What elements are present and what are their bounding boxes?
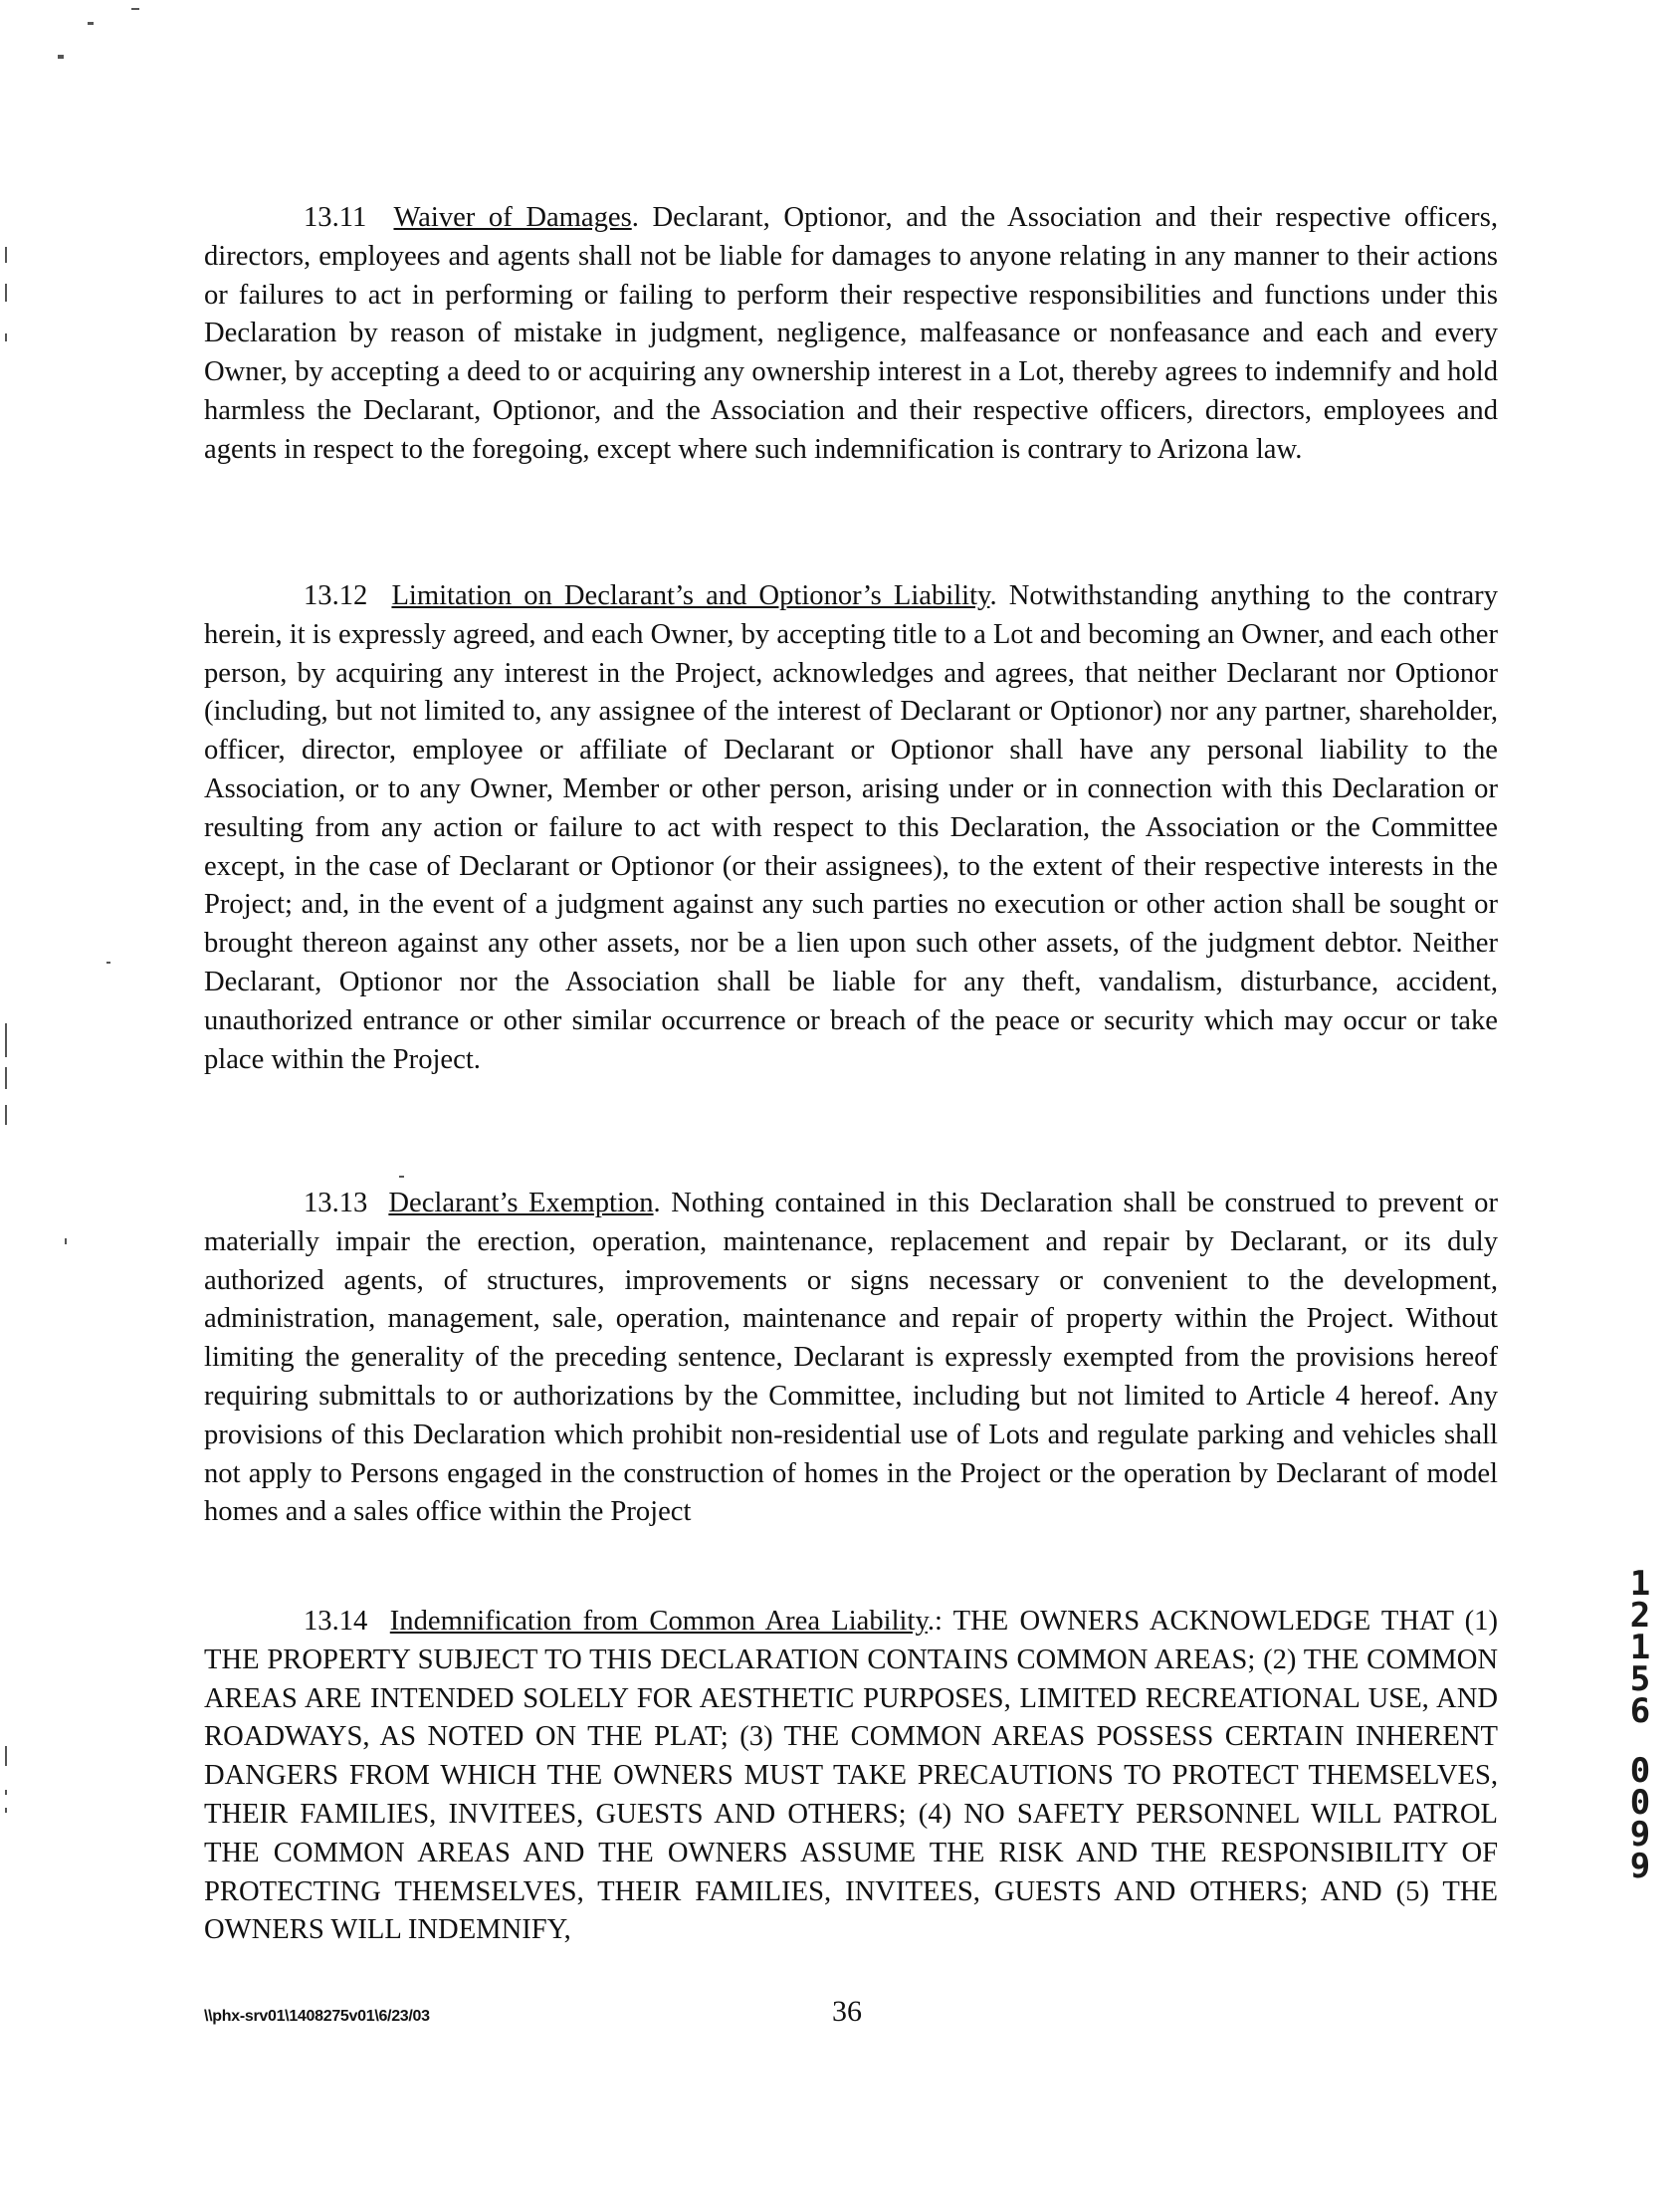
section-heading: Waiver of Damages [393, 202, 632, 233]
margin-bar [5, 284, 7, 302]
stamp-digit: 1 [1629, 1564, 1651, 1604]
page-number: 36 [832, 1995, 862, 2028]
stamp-digit: 0 [1629, 1751, 1651, 1791]
stamp-digit: 9 [1629, 1815, 1651, 1855]
section-13-11 [204, 199, 1498, 470]
heading-punctuation: .: [927, 1606, 943, 1637]
margin-bar [5, 247, 7, 263]
section-number: 13.14 [304, 1606, 368, 1637]
section-body: Nothing contained in this Declaration shall be construed to prevent or materially impair the erection, operation, maintenance, replacement and repair by Declarant, or its duly authorized agents, of structures, improvements or signs necessary or convenient to the development, administration, management, sale, operation, maintenance and repair of property within the Project. Without limiting the generality of the preceding sentence, Declarant is expressly exempted from the provisions hereof requiring submittals to or authorizations by the Committee, including but not limited to Article 4 hereof. Any provisions of this Declaration which prohibit non-residential use of Lots and regulate parking and vehicles shall not apply to Persons engaged in the construction of homes in the Project or the operation by Declarant of model homes and a sales office within the Project [204, 1188, 1499, 1528]
section-heading: Indemnification from Common Area Liability [389, 1606, 928, 1637]
stamp-digit: 1 [1629, 1628, 1651, 1667]
section-13-14 [204, 1603, 1498, 1950]
section-body: Notwithstanding anything to the contrary herein, it is expressly agreed, and each Owner, by accepting title to a Lot and becoming an Owner, and each other person, by acquiring any interest in the Project, acknowledges and agrees, that neither Declarant nor Optionor (including, but not limited to, any assignee of the interest of Declarant or Optionor) nor any partner, shareholder, officer, director, employee or affiliate of Declarant or Optionor shall have any personal liability to the Association, or to any Owner, Member or other person, arising under or in connection with this Declaration or resulting from any action or failure to act with respect to this Declaration, the Association or the Committee except, in the case of Declarant or Optionor (or their assignees), to the extent of their respective interests in the Project; and, in the event of a judgment against any such parties no execution or other action shall be sought or brought thereon against any other assets, nor be a lien upon such other assets, of the judgment debtor. Neither Declarant, Optionor nor the Association shall be liable for any theft, vandalism, disturbance, accident, unauthorized entrance or other similar occurrence or breach of the peace or security which may occur or take place within the Project. [204, 580, 1499, 1075]
heading-punctuation: . [653, 1188, 661, 1218]
footer-document-path: \\phx-srv01\1408275v01\6/23/03 [204, 2008, 430, 2025]
margin-bar [5, 1105, 7, 1125]
section-body: Declarant, Optionor, and the Association and their respective officers, directors, employees and agents shall not be liable for damages to anyone relating in any manner to their actions or failures to act in performing or failing to perform their respective responsibilities and functions under this Declaration by reason of mistake in judgment, negligence, malfeasance or nonfeasance and each and every Owner, by accepting a deed to or acquiring any ownership interest in a Lot, thereby agrees to indemnify and hold harmless the Declarant, Optionor, and the Association and their respective officers, directors, employees and agents in respect to the foregoing, except where such indemnification is contrary to Arizona law. [204, 202, 1498, 465]
stamp-digit: 5 [1629, 1659, 1651, 1699]
section-number: 13.12 [304, 580, 368, 611]
margin-bar [5, 1067, 7, 1089]
margin-bar [5, 1023, 7, 1057]
scan-speck [399, 1176, 404, 1178]
scan-speck [106, 962, 110, 964]
stamp-digit: 6 [1629, 1691, 1651, 1731]
stamp-digit: 9 [1629, 1847, 1651, 1886]
margin-bar [5, 333, 7, 341]
section-13-13 [204, 1185, 1498, 1532]
stamp-digit: 0 [1629, 1783, 1651, 1823]
stamp-digit: 2 [1629, 1596, 1651, 1636]
section-13-12 [204, 577, 1498, 1079]
heading-punctuation: . [631, 202, 639, 233]
section-number: 13.11 [304, 202, 367, 233]
section-heading: Declarant’s Exemption [388, 1188, 654, 1218]
section-number: 13.13 [304, 1188, 368, 1218]
heading-punctuation: . [989, 580, 997, 611]
recording-stamp [1620, 1564, 1660, 1886]
scan-speck [131, 8, 139, 10]
scan-speck [88, 22, 94, 25]
scan-speck [58, 55, 64, 59]
scan-speck [5, 1808, 7, 1813]
scan-speck [65, 1238, 67, 1244]
scan-speck [5, 1790, 7, 1795]
margin-bar [5, 1746, 7, 1766]
section-heading: Limitation on Declarant’s and Optionor’s Liability [391, 580, 990, 611]
section-body: THE OWNERS ACKNOWLEDGE THAT (1) THE PROPERTY SUBJECT TO THIS DECLARATION CONTAINS COMMON AREAS; (2) THE COMMON AREAS ARE INTENDED SOLELY FOR AESTHETIC PURPOSES, LIMITED RECREATIONAL USE, AND ROADWAYS, AS NOTED ON THE PLAT; (3) THE COMMON AREAS POSSESS CERTAIN INHERENT DANGERS FROM WHICH THE OWNERS MUST TAKE PRECAUTIONS TO PROTECT THEMSELVES, THEIR FAMILIES, INVITEES, GUESTS AND OTHERS; (4) NO SAFETY PERSONNEL WILL PATROL THE COMMON AREAS AND THE OWNERS ASSUME THE RISK AND THE RESPONSIBILITY OF PROTECTING THEMSELVES, THEIR FAMILIES, INVITEES, GUESTS AND OTHERS; AND (5) THE OWNERS WILL INDEMNIFY, [204, 1606, 1498, 1946]
